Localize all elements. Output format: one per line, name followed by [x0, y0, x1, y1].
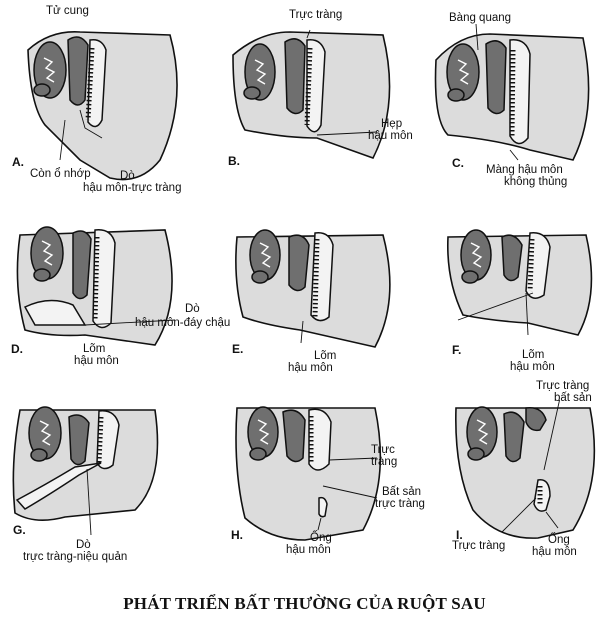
panel-g-illustration [5, 405, 195, 595]
panel-e [225, 225, 415, 415]
panel-f-letter: F. [452, 343, 462, 357]
panel-d-letter: D. [11, 342, 23, 356]
label-hau-mon-e: hậu môn [288, 362, 333, 374]
label-truc-trang-nieu-quan: trực tràng-niệu quản [23, 551, 128, 563]
label-hau-mon-b: hậu môn [368, 130, 413, 142]
panel-i-illustration [418, 400, 608, 590]
panel-g [5, 405, 195, 595]
figure-title: PHÁT TRIỂN BẤT THƯỜNG CỦA RUỘT SAU [123, 594, 486, 613]
label-khong-thung: không thủng [504, 176, 568, 188]
label-do-d: Dò [185, 303, 200, 315]
label-bat-san: Bất sản [382, 486, 421, 498]
label-truc-trang-h: trực tràng [375, 498, 425, 510]
panel-e-letter: E. [232, 342, 244, 356]
label-do-g: Dò [76, 539, 91, 551]
panel-i [418, 380, 608, 590]
panel-h-letter: H. [231, 528, 243, 542]
panel-d [5, 225, 231, 415]
panel-b-illustration [225, 10, 415, 200]
label-lom-f: Lõm [522, 349, 545, 361]
panel-g-letter: G. [13, 523, 26, 537]
label-mang-hau-mon: Màng hậu môn [486, 164, 563, 176]
label-hau-mon-d: hậu môn [74, 355, 119, 367]
panel-c [418, 10, 608, 200]
label-ong-i: Ống [548, 534, 570, 546]
label-hau-mon-truc-trang: hậu môn-trực tràng [83, 182, 182, 194]
label-truc-trang-i: Trực tràng [452, 540, 506, 552]
label-truc-trang: Trực tràng [289, 9, 343, 21]
panel-h [225, 400, 425, 590]
label-hep: Hẹp [381, 118, 403, 130]
label-bat-san-i: bất sản [554, 392, 592, 404]
label-lom-d: Lõm [83, 343, 106, 355]
panel-b [225, 10, 415, 200]
label-hau-mon-f: hậu môn [510, 361, 555, 373]
label-trang: tràng [371, 456, 398, 468]
panel-b-letter: B. [228, 154, 240, 168]
label-ong-h: Ống [310, 532, 332, 544]
label-do: Dò [120, 170, 135, 182]
label-truc-trang-i-top: Trực tràng [536, 380, 590, 392]
panel-i-letter: I. [456, 528, 463, 542]
label-bang-quang: Bàng quang [449, 12, 512, 24]
label-tu-cung: Tử cung [46, 5, 89, 17]
label-hau-mon-h: hậu môn [286, 544, 331, 556]
panel-e-illustration [225, 225, 415, 415]
label-lom-e: Lõm [314, 350, 337, 362]
label-hau-mon-i: hậu môn [532, 546, 577, 558]
panel-a-letter: A. [12, 155, 24, 169]
label-truc: Trực [371, 444, 395, 456]
label-hau-mon-day-chau: hậu môn-đáy chậu [135, 317, 231, 329]
label-con-o-nhop: Còn ổ nhớp [30, 168, 91, 180]
panel-c-letter: C. [452, 156, 464, 170]
panel-a [10, 5, 200, 200]
